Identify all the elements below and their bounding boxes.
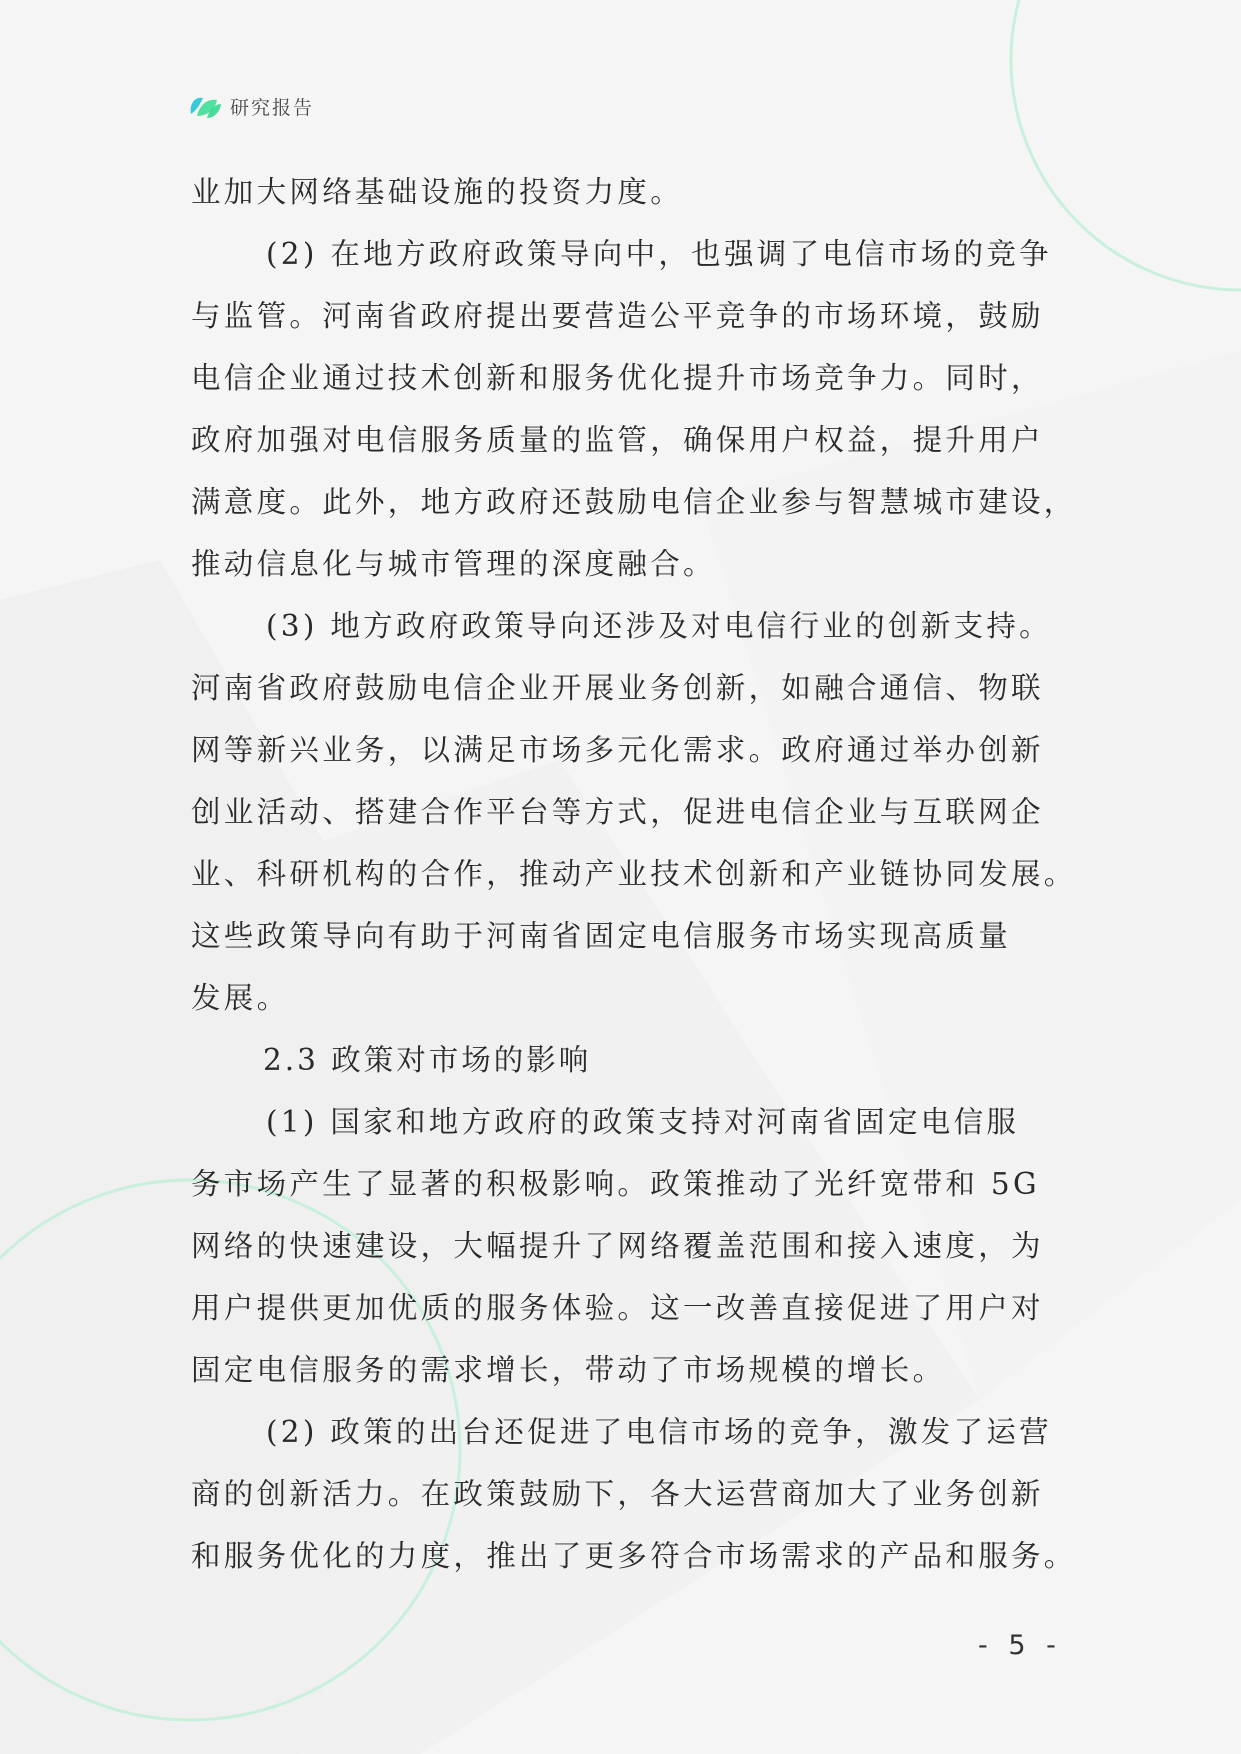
page-number: - 5 - <box>978 1630 1062 1661</box>
section-heading: 2.3 政策对市场的影响 <box>263 1043 592 1077</box>
header-title: 研究报告 <box>230 96 315 119</box>
text-line: 网络的快速建设，大幅提升了网络覆盖范围和接入速度，为 <box>191 1229 1044 1263</box>
text-line: 业加大网络基础设施的投资力度。 <box>191 175 684 209</box>
text-line: 务市场产生了显著的积极影响。政策推动了光纤宽带和 5G <box>191 1167 1040 1201</box>
text-line: 政府加强对电信服务质量的监管，确保用户权益，提升用户 <box>191 423 1044 457</box>
text-line: 电信企业通过技术创新和服务优化提升市场竞争力。同时， <box>191 361 1044 395</box>
text-line: 河南省政府鼓励电信企业开展业务创新，如融合通信、物联 <box>191 671 1044 705</box>
text-line: 和服务优化的力度，推出了更多符合市场需求的产品和服务。 <box>191 1539 1077 1573</box>
text-line: 这些政策导向有助于河南省固定电信服务市场实现高质量 <box>191 919 1012 953</box>
leaf-logo-icon <box>187 88 223 124</box>
text-line: 与监管。河南省政府提出要营造公平竞争的市场环境，鼓励 <box>191 299 1044 333</box>
text-line: 推动信息化与城市管理的深度融合。 <box>191 547 716 581</box>
text-line: 业、科研机构的合作，推动产业技术创新和产业链协同发展。 <box>191 857 1077 891</box>
text-line: (2) 政策的出台还促进了电信市场的竞争，激发了运营 <box>266 1415 1052 1449</box>
text-line: 创业活动、搭建合作平台等方式，促进电信企业与互联网企 <box>191 795 1044 829</box>
text-line: (2) 在地方政府政策导向中，也强调了电信市场的竞争 <box>266 237 1052 271</box>
text-line: 固定电信服务的需求增长，带动了市场规模的增长。 <box>191 1353 946 1387</box>
text-line: 发展。 <box>191 981 290 1015</box>
text-line: 用户提供更加优质的服务体验。这一改善直接促进了用户对 <box>191 1291 1044 1325</box>
text-line: 网等新兴业务，以满足市场多元化需求。政府通过举办创新 <box>191 733 1044 767</box>
text-line: 商的创新活力。在政策鼓励下，各大运营商加大了业务创新 <box>191 1477 1044 1511</box>
text-line: (3) 地方政府政策导向还涉及对电信行业的创新支持。 <box>266 609 1052 643</box>
document-body <box>191 161 1077 1587</box>
text-line: 满意度。此外，地方政府还鼓励电信企业参与智慧城市建设， <box>191 485 1077 519</box>
text-line: (1) 国家和地方政府的政策支持对河南省固定电信服 <box>266 1105 1020 1139</box>
report-header <box>187 88 314 124</box>
